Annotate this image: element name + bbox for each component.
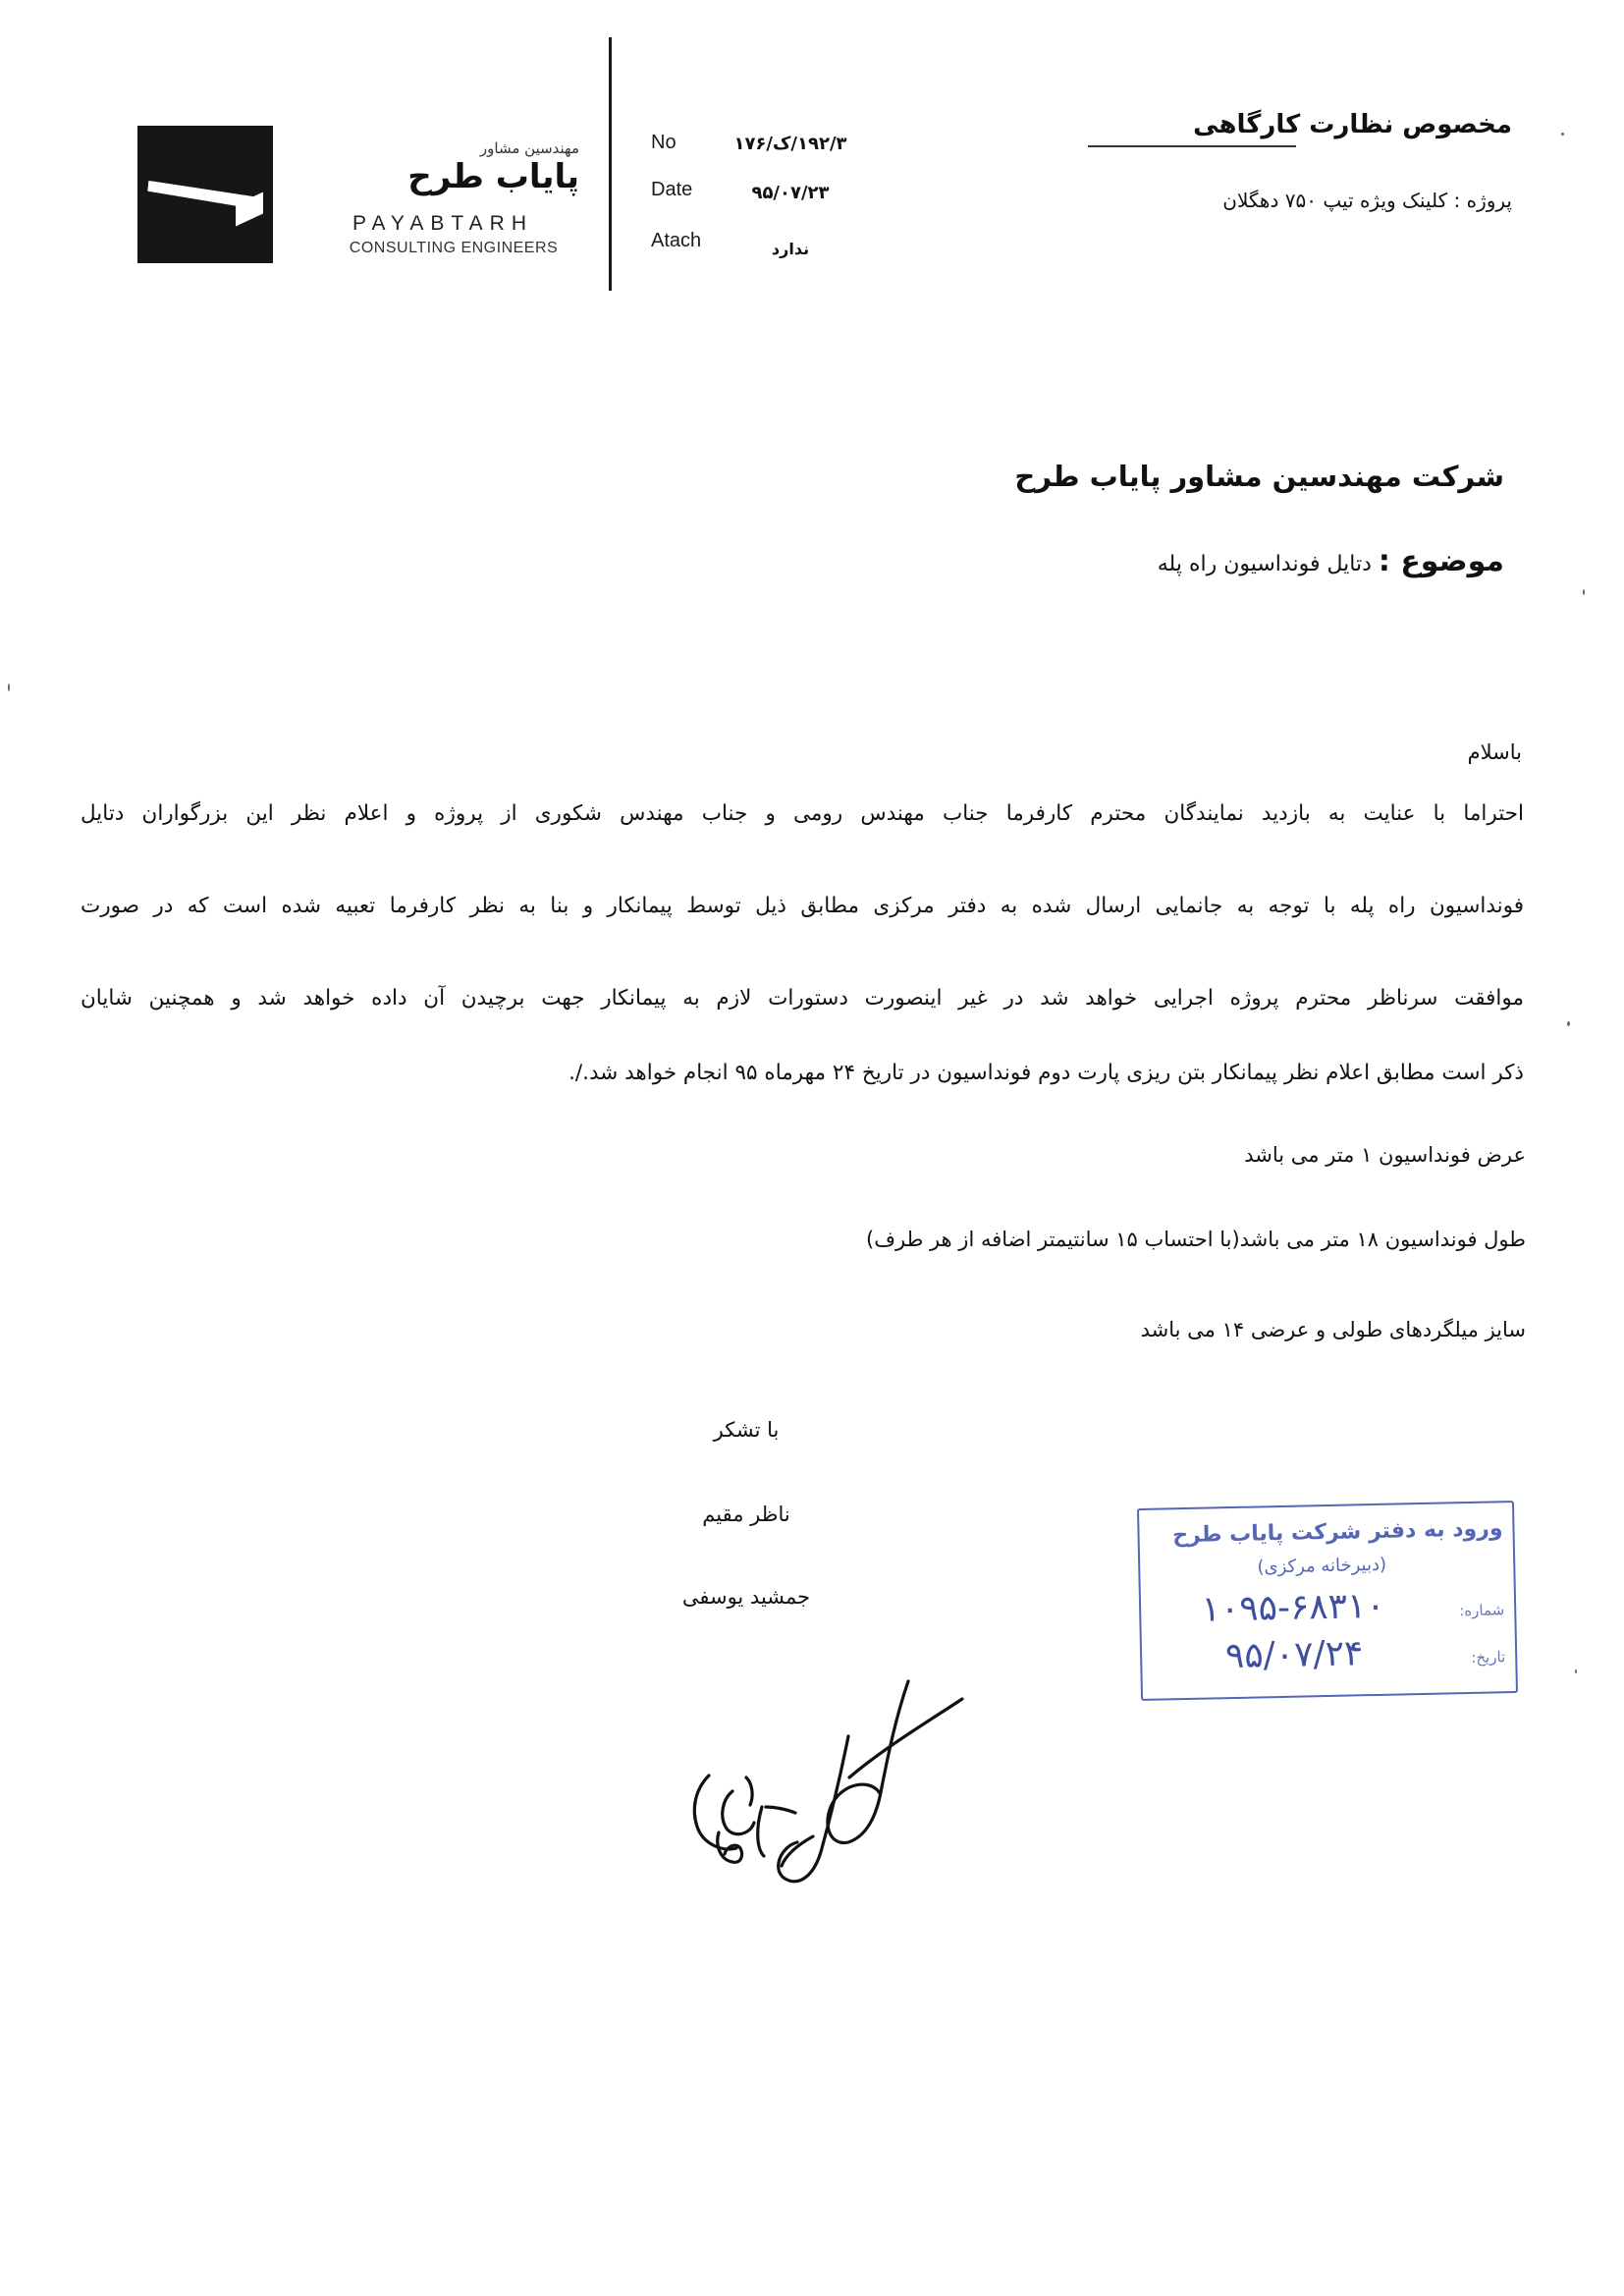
spec-width: عرض فونداسیون ۱ متر می باشد [1244, 1143, 1526, 1167]
department-title: مخصوص نظارت کارگاهی [1193, 110, 1512, 139]
spec-rebar-size: سایز میلگردهای طولی و عرضی ۱۴ می باشد [1140, 1318, 1526, 1341]
greeting: باسلام [1467, 740, 1522, 764]
recipient: شرکت مهندسین مشاور پایاب طرح [1014, 460, 1504, 493]
attachment-value: ندارد [771, 240, 810, 258]
letter-number-label: No [651, 132, 677, 153]
receipt-stamp [1137, 1501, 1518, 1701]
scan-speck [1561, 133, 1564, 136]
brand-tagline-en: CONSULTING ENGINEERS [349, 240, 559, 256]
stamp-number-value: ۱۰۹۵-۶۸۳۱۰ [1201, 1585, 1386, 1630]
scan-speck [1567, 1021, 1570, 1026]
letter-number-value: ۱۹۲/۳/ک/۱۷۶ [733, 134, 847, 154]
attachment-label: Atach [651, 230, 702, 251]
company-logo [137, 126, 273, 263]
body-paragraph-line: احتراما با عنایت به بازدید نمایندگان محترم کارفرما جناب مهندس رومی و جناب مهندس شکوری از پروژه و اعلام نظر این بزرگواران دتایل [81, 801, 1524, 826]
spec-length: طول فونداسیون ۱۸ متر می باشد(با احتساب ۱۵ سانتیمتر اضافه از هر طرف) [866, 1228, 1526, 1251]
project-line: پروژه : کلینک ویژه تیپ ۷۵۰ دهگلان [1222, 189, 1512, 212]
stamp-number-label: شماره: [1459, 1601, 1505, 1620]
stamp-subtitle: (دبیرخانه مرکزی) [1257, 1554, 1387, 1578]
stamp-date-value: ۹۵/۰۷/۲۴ [1224, 1633, 1364, 1677]
subject-line [884, 544, 1504, 578]
header-divider [609, 37, 612, 291]
brand-name-en: PAYABTARH [352, 212, 533, 235]
subject-text: دتایل فونداسیون راه پله [1157, 552, 1372, 576]
closing-thanks: با تشکر [713, 1418, 780, 1442]
department-title-rule [1088, 145, 1296, 147]
signer-name: جمشید یوسفی [681, 1585, 811, 1609]
body-paragraph-line: ذکر است مطابق اعلام نظر پیمانکار بتن ریزی پارت دوم فونداسیون در تاریخ ۲۴ مهرماه ۹۵ انجام خواهد شد./. [568, 1061, 1524, 1085]
scan-speck [8, 683, 10, 691]
letter-date-value: ۹۵/۰۷/۲۳ [751, 183, 830, 203]
scan-speck [1583, 589, 1585, 595]
stamp-title: ورود به دفتر شرکت پایاب طرح [1171, 1516, 1503, 1549]
letter-date-label: Date [651, 179, 693, 200]
body-paragraph-line: فونداسیون راه پله با توجه به جانمایی ارسال شده به دفتر مرکزی مطابق ذیل توسط پیمانکار و بنا به نظر کارفرما تعبیه شده است که در صورت [81, 894, 1524, 918]
scan-speck [1575, 1669, 1577, 1673]
stamp-date-label: تاریخ: [1471, 1648, 1506, 1667]
signer-role: ناظر مقیم [702, 1503, 790, 1526]
body-paragraph-line: موافقت سرناظر محترم پروژه اجرایی خواهد شد در غیر اینصورت دستورات لازم به پیمانکار جهت برچیدن آن داده خواهد شد و همچنین شایان [81, 986, 1524, 1011]
handwritten-signature [638, 1660, 992, 1954]
brand-subtitle-fa: مهندسین مشاور [479, 139, 579, 157]
brand-name-fa: پایاب طرح [407, 157, 579, 196]
subject-label: موضوع : [1378, 544, 1504, 578]
